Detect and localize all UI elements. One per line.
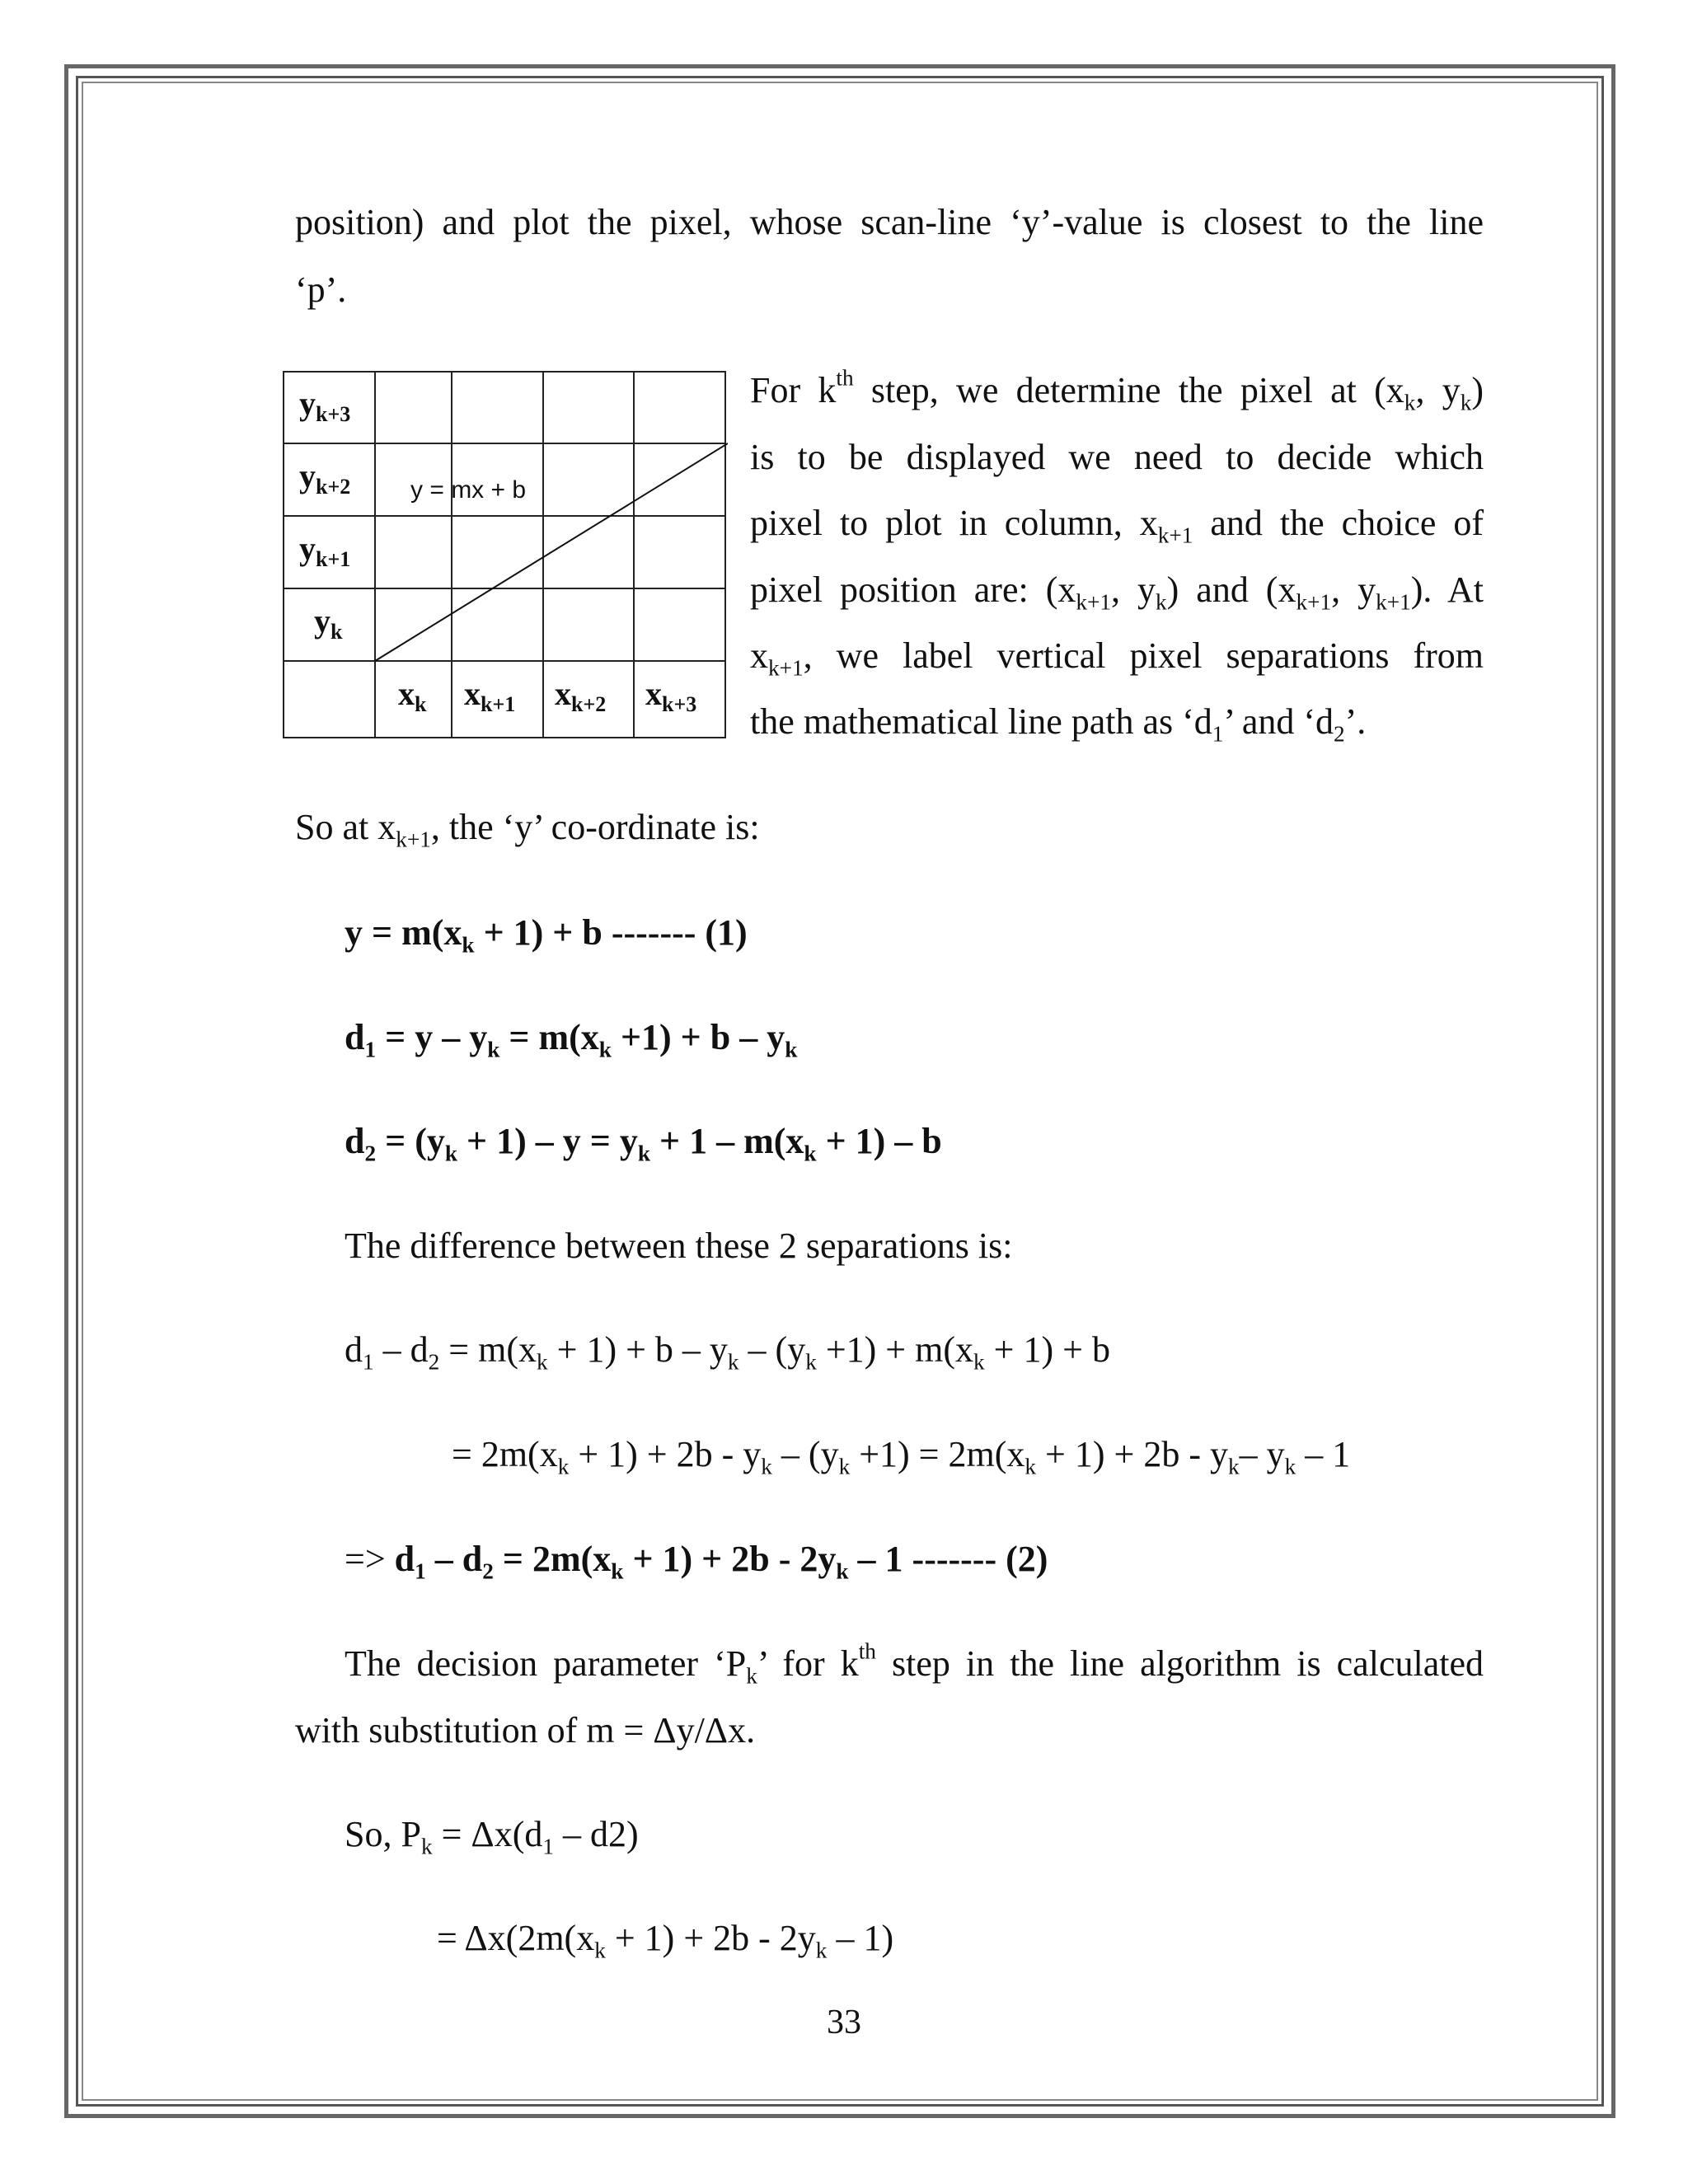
equation-difference: $d_1 - d_2 = m(x_k + 1) + b - y_k - (y_k +1) + m(x_k + 1) + b$ xyxy=(345,1329,1110,1375)
col-label-xk2: $x_{k+2}$ xyxy=(555,675,607,716)
intro-line-1: position) and plot the pixel, whose scan-line ‘y’-value is closest to the line xyxy=(295,202,1484,242)
so-at-line: So at $x_{k+1}$, the ‘y’ co-ordinate is: xyxy=(295,807,760,852)
pk-equation-1: So, $P_k = \Delta x(d_1 - d2)$ xyxy=(345,1814,639,1859)
equation-d1: $d_1 = y - y_k = m(x_k +1) + b - y_k$ xyxy=(345,1017,798,1062)
col-label-xk: $x_k$ xyxy=(398,675,427,716)
side-line-2: is to be displayed we need to decide which xyxy=(750,437,1484,477)
pixel-grid-diagram xyxy=(283,371,728,740)
side-line-5: $x_{k+1}$, we label vertical pixel separations from xyxy=(750,635,1484,681)
side-line-3: pixel to plot in column, $x_{k+1}$ and the choice of xyxy=(750,503,1484,548)
row-label-yk3: $y_{k+3}$ xyxy=(299,385,351,426)
equation-difference-simplified: = $2m(x_k + 1) + 2b - y_k - (y_k +1) = 2m(x_k + 1) + 2b - y_k-$ $y_k - 1$ xyxy=(452,1434,1351,1479)
decision-line-2: with substitution of m = Δy/Δx. xyxy=(295,1710,756,1750)
row-label-yk2: $y_{k+2}$ xyxy=(299,457,351,499)
equation-1: $y = m(x_k + 1) + b$ ------- (1) xyxy=(345,912,748,958)
pk-equation-2: = $\Delta x(2m(x_k + 1) + 2b - 2y_k - 1)$ xyxy=(437,1918,894,1963)
page-number: 33 xyxy=(827,2004,861,2041)
equation-2: => $d_1 - d_2 = 2m(x_k + 1) + 2b - 2y_k - 1$ ------- (2) xyxy=(345,1539,1048,1584)
side-line-1: For $k^{th}$ step, we determine the pixel at ($x_k$, $y_k$) xyxy=(750,365,1484,415)
intro-line-2: ‘p’. xyxy=(295,269,347,310)
line-equation-label: y = mx + b xyxy=(410,476,527,504)
col-label-xk1: $x_{k+1}$ xyxy=(464,675,516,716)
equation-d2: $d_2 = (y_k + 1) - y = y_k + 1 - m(x_k + 1) - b$ xyxy=(345,1121,942,1166)
row-label-yk1: $y_{k+1}$ xyxy=(299,530,351,571)
row-label-yk: $y_k$ xyxy=(314,602,343,644)
col-label-xk3: $x_{k+3}$ xyxy=(645,675,697,716)
side-line-6: the mathematical line path as ‘$d_1$’ and ‘$d_2$’. xyxy=(750,701,1367,747)
decision-line-1: The decision parameter ‘$P_k$’ for $k^{th}$ step in the line algorithm is calculated xyxy=(345,1638,1484,1689)
difference-intro: The difference between these 2 separations is: xyxy=(345,1226,1013,1266)
side-line-4: pixel position are: ($x_{k+1}$, $y_k$) and ($x_{k+1}$, $y_{k+1}$). At xyxy=(750,569,1484,615)
